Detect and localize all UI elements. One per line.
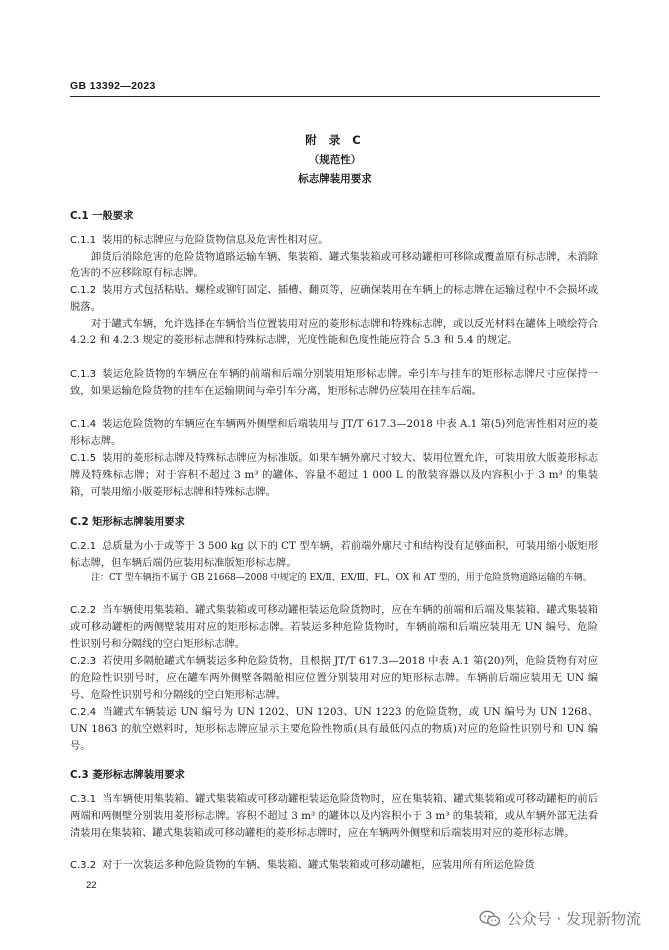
clause bbox=[70, 704, 598, 754]
clause-number: C.1.3 bbox=[70, 369, 97, 380]
clause-number: C.2.1 bbox=[70, 541, 97, 552]
note: 注：CT 型车辆指不属于 GB 21668—2008 中规定的 EX/Ⅱ、EX/Ⅲ、FL、OX 和 AT 型的，用于危险货物道路运输的车辆。 bbox=[91, 573, 592, 583]
clause bbox=[70, 538, 598, 572]
clause bbox=[70, 791, 598, 841]
section-heading: C.2 矩形标志牌装用要求 bbox=[70, 516, 185, 528]
clause-number: C.2.4 bbox=[70, 707, 97, 718]
clause-text: 当车辆使用集装箱、罐式集装箱或可移动罐柜装运危险货物时，应在集装箱、罐式集装箱或可移动罐柜的前后两端和两侧壁分别装用菱形标志牌。容积不超过 3 m³ 的罐体以及内容积小于 3 m³ 的集装箱，或从车辆外部无法看清装用在集装箱、罐式集装箱或可移动罐柜的菱形标志牌时，应在车辆两外侧壁和后端装用对应的菱形标志牌。 bbox=[70, 793, 598, 839]
watermark bbox=[479, 908, 641, 929]
clause bbox=[70, 366, 598, 400]
clause bbox=[70, 282, 598, 316]
clause-text: 装用的菱形标志牌及特殊标志牌应为标准版。如果车辆外廓尺寸较大、装用位置允许，可装用放大版菱形标志牌及特殊标志牌；对于容积不超过 3 m³ 的罐体、容量不超过 1 000 L 的散装容器以及内容积小于 3 m³ 的集装箱，可装用缩小版菱形标志牌和特殊标志牌。 bbox=[70, 452, 598, 498]
section-heading: C.1 一般要求 bbox=[70, 210, 134, 222]
header-rule bbox=[70, 96, 600, 97]
clause bbox=[70, 232, 598, 249]
wechat-icon bbox=[479, 910, 501, 928]
section-heading: C.3 菱形标志牌装用要求 bbox=[70, 769, 185, 781]
clause-number: C.1.2 bbox=[70, 285, 97, 296]
watermark-text: 公众号 · 发现新物流 bbox=[506, 910, 641, 928]
clause-number: C.1.4 bbox=[70, 419, 97, 430]
clause-text: 当罐式车辆装运 UN 编号为 UN 1202、UN 1203、UN 1223 的危险货物，或 UN 编号为 UN 1268、UN 1863 的航空燃料时，矩形标志牌应显示主要危险性物质(具有最低闪点的物质)对应的危险性识别号和 UN 编号。 bbox=[70, 706, 598, 752]
standard-code: GB 13392—2023 bbox=[70, 80, 156, 92]
appendix-subtitle: 标志牌装用要求 bbox=[298, 173, 372, 185]
clause-text: 当车辆使用集装箱、罐式集装箱或可移动罐柜装运危险货物时，应在车辆的前端和后端及集装箱、罐式集装箱或可移动罐柜的两侧壁装用对应的矩形标志牌。若装运多种危险货物时，车辆前端和后端应装用无 UN 编号、危险性识别号和分隔线的空白矩形标志牌。 bbox=[70, 604, 598, 650]
clause bbox=[70, 653, 598, 703]
clause bbox=[70, 602, 598, 652]
clause bbox=[70, 416, 598, 450]
appendix-title: 附 录 C bbox=[305, 133, 365, 147]
clause-number: C.3.2 bbox=[70, 860, 97, 871]
paragraph: 对于罐式车辆，允许选择在车辆恰当位置装用对应的菱形标志牌和特殊标志牌，或以反光材料在罐体上喷绘符合 4.2.2 和 4.2.3 规定的菱形标志牌和特殊标志牌，光度性能和色度性能应符合 5.3 和 5.4 的规定。 bbox=[70, 318, 598, 347]
clause-text: 若使用多隔舱罐式车辆装运多种危险货物，且根据 JT/T 617.3—2018 中表 A.1 第(20)列，危险货物有对应的危险性识别号时，应在罐车两外侧壁各隔舱相应位置分别装用对应的矩形标志牌。车辆前后端应装用无 UN 编号、危险性识别号和分隔线的空白矩形标志牌。 bbox=[70, 655, 598, 701]
clause-number: C.1.1 bbox=[70, 235, 97, 246]
clause-number: C.1.5 bbox=[70, 453, 97, 464]
clause-number: C.3.1 bbox=[70, 794, 97, 805]
clause-text: 装用的标志牌应与危险货物信息及危害性相对应。 bbox=[102, 234, 329, 246]
clause-number: C.2.3 bbox=[70, 656, 97, 667]
clause-text: 装运危险货物的车辆应在车辆的前端和后端分别装用矩形标志牌。牵引车与挂车的矩形标志牌尺寸应保持一致，如果运输危险货物的挂车在运输期间与牵引车分离，矩形标志牌仍应装用在挂车后端。 bbox=[70, 368, 598, 398]
page-number: 22 bbox=[86, 880, 97, 891]
appendix-normative-label: （规范性） bbox=[308, 154, 362, 166]
paragraph: 卸货后消除危害的危险货物道路运输车辆、集装箱、罐式集装箱或可移动罐柜可移除或覆盖原有标志牌，未消除危害的不应移除原有标志牌。 bbox=[70, 251, 598, 280]
clause bbox=[70, 857, 598, 874]
clause-text: 装用方式包括粘贴、螺栓或铆钉固定、插槽、翻页等，应确保装用在车辆上的标志牌在运输过程中不会损坏或脱落。 bbox=[70, 284, 598, 314]
clause bbox=[70, 450, 598, 500]
clause-number: C.2.2 bbox=[70, 605, 97, 616]
clause-text: 装运危险货物的车辆应在车辆两外侧壁和后端装用与 JT/T 617.3—2018 中表 A.1 第(5)列危害性相对应的菱形标志牌。 bbox=[70, 418, 598, 448]
clause-text: 总质量为小于或等于 3 500 kg 以下的 CT 型车辆，若前端外廓尺寸和结构没有足够面积，可装用缩小版矩形标志牌，但车辆后端仍应装用标准版矩形标志牌。 bbox=[70, 540, 598, 570]
clause-text: 对于一次装运多种危险货物的车辆、集装箱、罐式集装箱或可移动罐柜，应装用所有所运危险货 bbox=[102, 859, 535, 871]
